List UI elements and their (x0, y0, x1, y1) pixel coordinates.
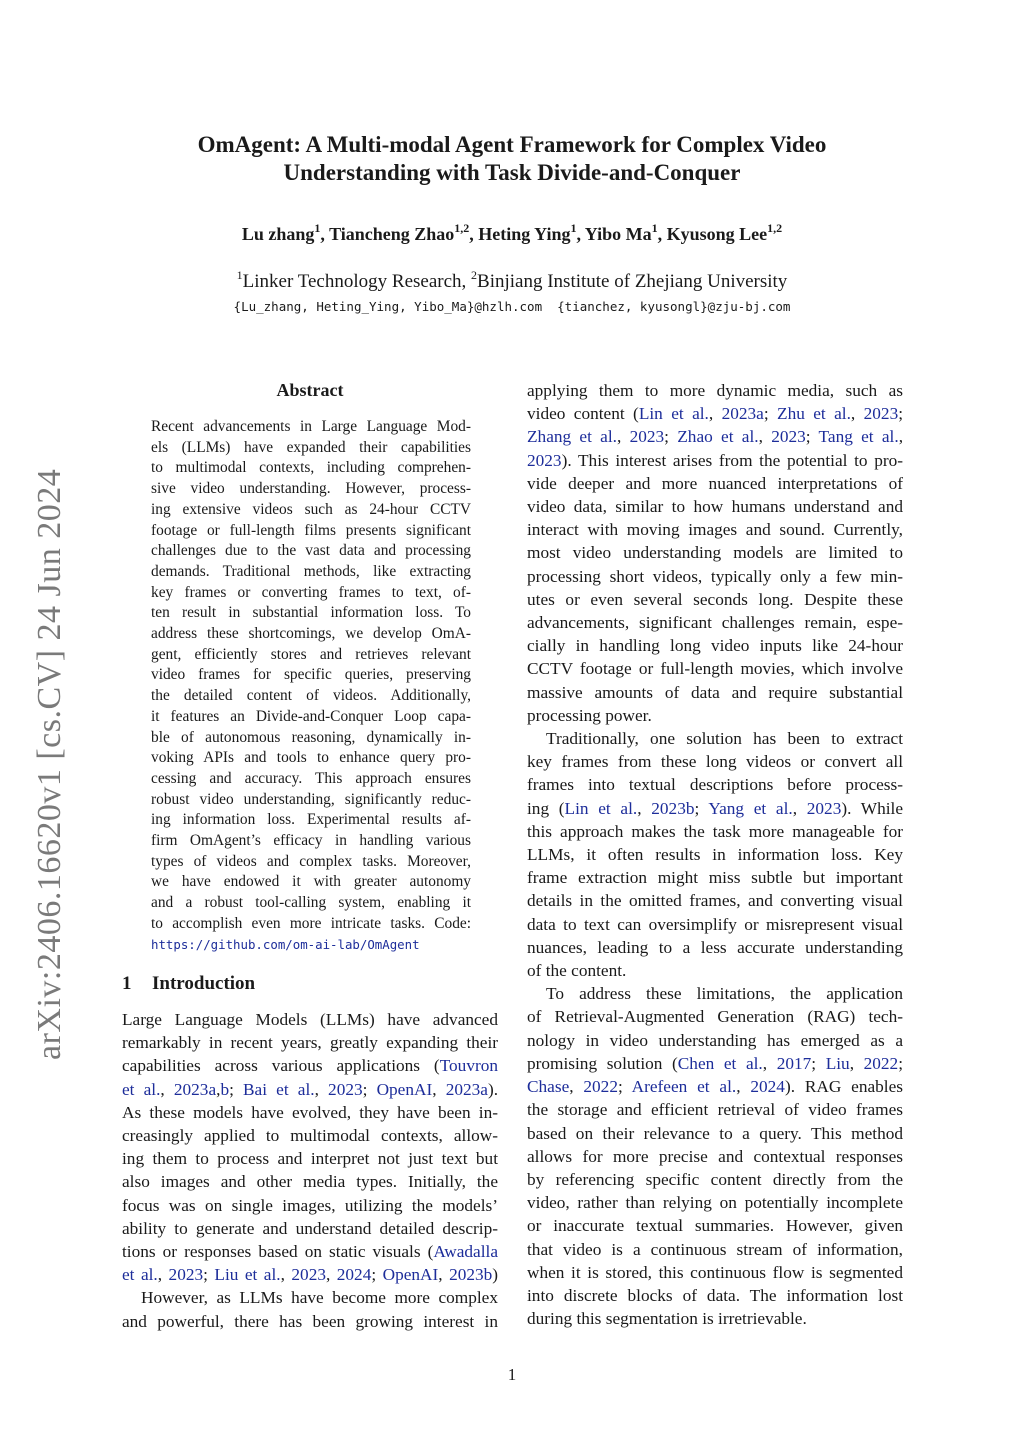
citation-link[interactable]: 2023 (527, 450, 562, 470)
text-line: ability to generate and understand detailed descrip- (122, 1218, 498, 1238)
citation-link[interactable]: Lin et al. (564, 798, 638, 818)
citation-link[interactable]: Chen et al. (677, 1053, 763, 1073)
text-line: of the content. (527, 961, 627, 981)
citation-link[interactable]: 2023 (771, 427, 806, 447)
text-line: frames into textual descriptions before process- (527, 775, 903, 795)
citation-link[interactable]: 2024 (336, 1265, 372, 1285)
citation-link[interactable]: 2017 (776, 1053, 812, 1073)
citation-link[interactable]: et al. (122, 1265, 158, 1285)
author: Kyusong Lee$^{1,2}$ (666, 221, 783, 244)
author: Tiancheng Zhao$^{1,2}$, (329, 221, 479, 244)
citation-link[interactable]: Liu (825, 1053, 850, 1073)
abstract-line: to accomplish even more intricate tasks. Code: (151, 914, 471, 932)
text-line: Zhang et al., 2023; Zhao et al., 2023; Tang et al., (527, 427, 904, 447)
paper-title (120, 131, 904, 187)
text-line: details in the omitted frames, and converting visual (527, 891, 903, 911)
abstract-line: sive video understanding. However, process- (151, 480, 471, 498)
citation-link[interactable]: Touvron (439, 1056, 498, 1076)
author-emails: {Lu_zhang, Heting_Ying, Yibo_Ma}@hzlh.com {tianchez, kyusongl}@zju-bj.com (233, 299, 791, 314)
section-heading-introduction (122, 971, 255, 997)
text-line: data to text can oversimplify or misrepresent visual (527, 914, 903, 934)
text-line: promising solution (Chen et al., 2017; Liu, 2022; (527, 1053, 903, 1073)
citation-link[interactable]: 2023b (651, 798, 695, 818)
text-line: most video understanding models are limited to (527, 543, 903, 563)
text-line: interact with moving images and sound. Currently, (527, 520, 903, 540)
citation-link[interactable]: OpenAI (376, 1079, 433, 1099)
text-line: creasingly applied to multimodal contexts, allow- (122, 1126, 498, 1146)
text-line: during this segmentation is irretrievable. (527, 1309, 807, 1329)
abstract-line: video frames for specific queries, preserving (151, 666, 471, 684)
citation-link[interactable]: et al. (122, 1079, 161, 1099)
citation-link[interactable]: Lin et al. (638, 404, 709, 424)
abstract-line: key frames or converting frames to text, of- (151, 583, 471, 601)
abstract-line: and a robust tool-calling system, enabling it (151, 894, 471, 912)
text-line: key frames from these long videos or convert all (527, 752, 903, 772)
abstract-line: the detailed content of videos. Additionally, (151, 687, 471, 705)
text-line: ing them to process and interpret not just text but (122, 1149, 498, 1169)
title-line-2: Understanding with Task Divide-and-Conquer (283, 160, 741, 185)
left-column-text (122, 1008, 498, 1333)
text-line: advancements, significant challenges remain, espe- (527, 613, 903, 633)
author: Lu zhang$^1$, (241, 221, 330, 244)
text-line: this approach makes the task more manageable for (527, 821, 903, 841)
author: Heting Ying$^1$, (478, 221, 585, 244)
citation-link[interactable]: 2023 (168, 1265, 204, 1285)
citation-link[interactable]: 2023 (806, 798, 842, 818)
citation-link[interactable]: 2023 (629, 427, 665, 447)
text-line: Traditionally, one solution has been to extract (546, 729, 903, 749)
citation-link[interactable]: 2023 (291, 1265, 326, 1285)
citation-link[interactable]: Zhu et al. (777, 404, 851, 424)
abstract-line: types of videos and complex tasks. Moreover, (151, 852, 471, 870)
text-line: utes or even several seconds long. Despite these (527, 589, 903, 609)
text-line: processing short videos, typically only a few min- (527, 566, 903, 586)
abstract-line: firm OmAgent’s efficacy in handling various (151, 832, 471, 850)
text-line: the storage and efficient retrieval of video frames (527, 1100, 903, 1120)
author-list (120, 222, 904, 246)
text-line: allows for more precise and contextual responses (527, 1146, 903, 1166)
text-line: and powerful, there has been growing interest in (122, 1311, 498, 1331)
title-line-1: OmAgent: A Multi-modal Agent Framework for Complex Video (197, 132, 827, 157)
text-line: capabilities across various applications (Touvron (122, 1056, 498, 1076)
citation-link[interactable]: Yang et al. (708, 798, 793, 818)
code-link[interactable]: https://github.com/om-ai-lab/OmAgent (151, 936, 420, 952)
text-line: applying them to more dynamic media, such as (527, 381, 903, 400)
abstract-line: address these shortcomings, we develop OmA- (151, 625, 471, 643)
citation-link[interactable]: 2023b (449, 1265, 493, 1285)
text-line: Large Language Models (LLMs) have advanced (122, 1010, 498, 1029)
text-line: et al., 2023a,b; Bai et al., 2023; OpenAI, 2023a). (122, 1079, 499, 1099)
page-number: 1 (507, 1365, 517, 1384)
text-line: massive amounts of data and require substantial (527, 682, 903, 702)
text-line: As these models have evolved, they have been in- (122, 1102, 498, 1122)
abstract-line: we have endowed it with greater autonomy (151, 873, 471, 891)
citation-link[interactable]: Arefeen et al. (631, 1077, 737, 1097)
text-line: into discrete blocks of data. The information lost (527, 1285, 903, 1305)
abstract-line: gent, efficiently stores and retrieves relevant (151, 645, 471, 663)
abstract-line: footage or full-length films presents significant (151, 521, 471, 539)
text-line: processing power. (527, 705, 652, 725)
citation-link[interactable]: 2023 (328, 1079, 363, 1099)
abstract-line: it features an Divide-and-Conquer Loop capa- (151, 707, 471, 725)
citation-link[interactable]: 2023a (721, 404, 764, 424)
citation-link[interactable]: Zhao et al. (677, 427, 759, 447)
abstract-heading: Abstract (276, 380, 344, 400)
abstract-line: challenges due to the vast data and processing (151, 542, 471, 560)
citation-link[interactable]: 2023 (863, 404, 899, 424)
text-line: tions or responses based on static visuals (Awadalla (122, 1242, 498, 1262)
text-line: 2023). This interest arises from the potential to pro- (527, 450, 903, 470)
abstract-line: voking APIs and tools to enhance query pro- (151, 749, 471, 767)
citation-link[interactable]: 2022 (583, 1077, 618, 1097)
text-line: video data, similar to how humans understand and (527, 497, 903, 517)
text-line: frame extraction might miss subtle but important (527, 868, 903, 888)
abstract-line: ten result in substantial information loss. To (151, 604, 471, 622)
text-line: video content (Lin et al., 2023a; Zhu et al., 2023; (527, 404, 904, 424)
abstract-body (151, 417, 471, 955)
citation-link[interactable]: Liu et al. (214, 1265, 281, 1285)
text-line: nuances, leading to a less accurate understanding (527, 937, 903, 957)
abstract-line: Recent advancements in Large Language Mod- (151, 418, 471, 435)
affiliations: $^1$Linker Technology Research, $^2$Binjiang Institute of Zhejiang University (236, 267, 788, 292)
text-line: of Retrieval-Augmented Generation (RAG) tech- (527, 1007, 903, 1027)
citation-link[interactable]: 2024 (750, 1077, 785, 1097)
text-line: that video is a continuous stream of information, (527, 1239, 903, 1259)
citation-link[interactable]: Chase (527, 1077, 570, 1097)
citation-link[interactable]: b (220, 1079, 230, 1099)
text-line: by referencing specific content directly from the (527, 1169, 903, 1189)
text-line: or inaccurate textual summaries. However, given (527, 1216, 903, 1236)
text-line: remarkably in recent years, greatly expanding their (122, 1033, 498, 1053)
abstract-line: cessing and accuracy. This approach ensures (151, 769, 471, 787)
text-line: Chase, 2022; Arefeen et al., 2024). RAG enables (527, 1077, 903, 1097)
citation-link[interactable]: Zhang et al. (527, 427, 617, 447)
citation-link[interactable]: 2022 (863, 1053, 899, 1073)
text-line: However, as LLMs have become more complex (141, 1288, 498, 1308)
section-title: Introduction (152, 973, 256, 994)
abstract-line: robust video understanding, significantly reduc- (151, 790, 471, 808)
abstract-line: to multimodal contexts, including comprehen- (151, 459, 471, 477)
text-line: CCTV footage or full-length movies, which involve (527, 659, 903, 679)
text-line: et al., 2023; Liu et al., 2023, 2024; OpenAI, 2023b) (122, 1265, 499, 1285)
text-line: nology in video understanding has emerged as a (527, 1030, 903, 1050)
text-line: vide deeper and more nuanced interpretations of (527, 473, 903, 493)
text-line: also images and other media types. Initially, the (122, 1172, 498, 1192)
text-line: focus was on single images, utilizing the models’ (122, 1195, 498, 1215)
right-column-text (527, 379, 903, 1330)
abstract-line: ble of autonomous reasoning, dynamically in- (151, 728, 471, 746)
text-line: when it is stored, this continuous flow is segmented (527, 1262, 903, 1282)
abstract-line: ing extensive videos such as 24-hour CCTV (151, 500, 471, 518)
citation-link[interactable]: Tang et al. (818, 427, 899, 447)
abstract-line: els (LLMs) have expanded their capabilities (151, 438, 471, 456)
abstract-line: ing information loss. Experimental results af- (151, 811, 471, 829)
text-line: video, rather than relying on potentially incomplete (527, 1193, 903, 1213)
abstract-line: demands. Traditional methods, like extracting (151, 562, 471, 580)
author: Yibo Ma$^1$, (584, 221, 667, 244)
citation-link[interactable]: 2023a (173, 1079, 217, 1099)
citation-link[interactable]: Bai et al. (243, 1079, 315, 1099)
citation-link[interactable]: 2023a (445, 1079, 488, 1099)
text-line: ing (Lin et al., 2023b; Yang et al., 2023). While (527, 798, 904, 818)
arxiv-stamp: arXiv:2406.16620v1 [cs.CV] 24 Jun 2024 (31, 468, 68, 1060)
text-line: based on their relevance to a query. This method (527, 1123, 903, 1143)
text-line: cially in handling long video inputs like 24-hour (527, 636, 903, 656)
text-line: LLMs, it often results in information loss. Key (527, 845, 903, 865)
section-number: 1 (122, 973, 132, 994)
text-line: To address these limitations, the application (546, 984, 903, 1004)
citation-link[interactable]: OpenAI (382, 1265, 439, 1285)
citation-link[interactable]: Awadalla (433, 1242, 498, 1262)
